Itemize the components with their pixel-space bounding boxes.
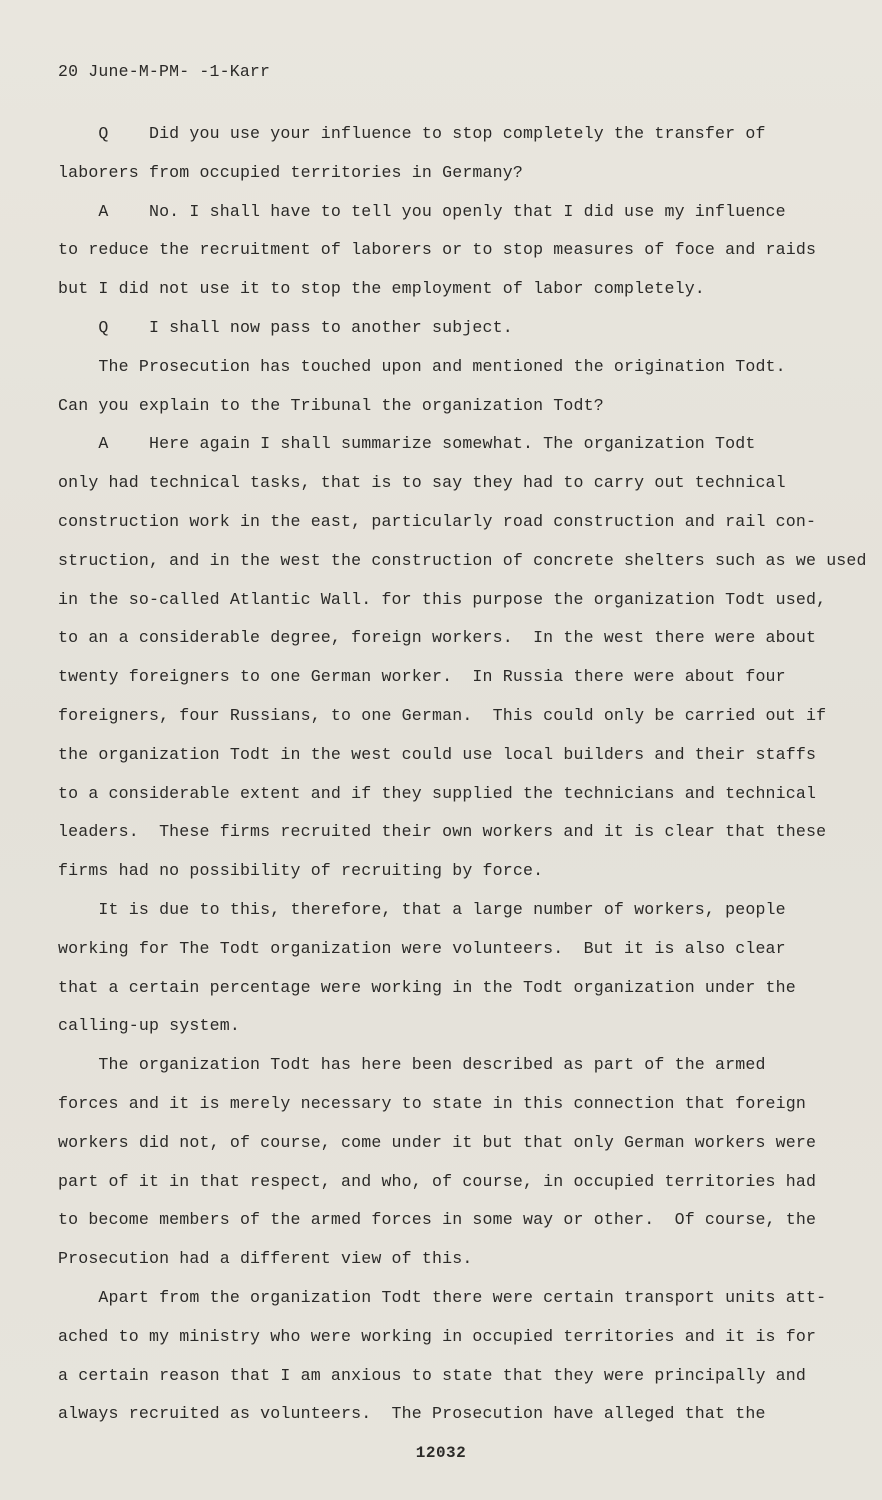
text-line: the organization Todt in the west could use local builders and their staffs: [58, 744, 817, 764]
text-line: that a certain percentage were working in the Todt organization under the: [58, 977, 796, 997]
text-line: but I did not use it to stop the employment of labor completely.: [58, 279, 705, 299]
text-line: to a considerable extent and if they supplied the technicians and technical: [58, 783, 817, 803]
text-line: struction, and in the west the construction of concrete shelters such as we used: [58, 550, 867, 570]
text-line: to an a considerable degree, foreign workers. In the west there were about: [58, 628, 817, 648]
text-line: calling-up system.: [58, 1016, 240, 1036]
text-line: firms had no possibility of recruiting by force.: [58, 861, 544, 881]
text-line: Apart from the organization Todt there were certain transport units att-: [58, 1287, 827, 1307]
text-line: A Here again I shall summarize somewhat. The organization Todt: [58, 434, 756, 454]
text-line: Prosecution had a different view of this.: [58, 1249, 473, 1269]
text-line: laborers from occupied territories in Germany?: [58, 162, 523, 182]
text-line: ached to my ministry who were working in occupied territories and it is for: [58, 1326, 817, 1346]
text-line: twenty foreigners to one German worker. In Russia there were about four: [58, 667, 786, 687]
text-line: part of it in that respect, and who, of course, in occupied territories had: [58, 1171, 817, 1191]
text-line: Can you explain to the Tribunal the organization Todt?: [58, 395, 604, 415]
text-line: foreigners, four Russians, to one German. This could only be carried out if: [58, 705, 827, 725]
text-line: Q I shall now pass to another subject.: [58, 317, 513, 337]
text-line: always recruited as volunteers. The Prosecution have alleged that the: [58, 1404, 766, 1424]
text-line: working for The Todt organization were volunteers. But it is also clear: [58, 938, 786, 958]
text-line: forces and it is merely necessary to state in this connection that foreign: [58, 1093, 806, 1113]
text-line: a certain reason that I am anxious to state that they were principally and: [58, 1365, 806, 1385]
text-line: to reduce the recruitment of laborers or to stop measures of foce and raids: [58, 240, 817, 260]
text-line: Q Did you use your influence to stop completely the transfer of: [58, 124, 766, 143]
text-line: leaders. These firms recruited their own workers and it is clear that these: [58, 822, 827, 842]
transcript-body: [58, 115, 867, 1434]
text-line: workers did not, of course, come under it but that only German workers were: [58, 1132, 817, 1152]
text-line: It is due to this, therefore, that a large number of workers, people: [58, 899, 786, 919]
text-line: The organization Todt has here been described as part of the armed: [58, 1055, 766, 1075]
page-header: 20 June-M-PM- -1-Karr: [58, 62, 271, 81]
text-line: only had technical tasks, that is to say they had to carry out technical: [58, 473, 786, 493]
text-line: in the so-called Atlantic Wall. for this purpose the organization Todt used,: [58, 589, 827, 609]
page-number: 12032: [415, 1444, 467, 1462]
text-line: to become members of the armed forces in some way or other. Of course, the: [58, 1210, 817, 1230]
text-line: A No. I shall have to tell you openly that I did use my influence: [58, 201, 786, 221]
text-line: construction work in the east, particularly road construction and rail con-: [58, 511, 817, 531]
text-line: The Prosecution has touched upon and mentioned the origination Todt.: [58, 356, 786, 376]
